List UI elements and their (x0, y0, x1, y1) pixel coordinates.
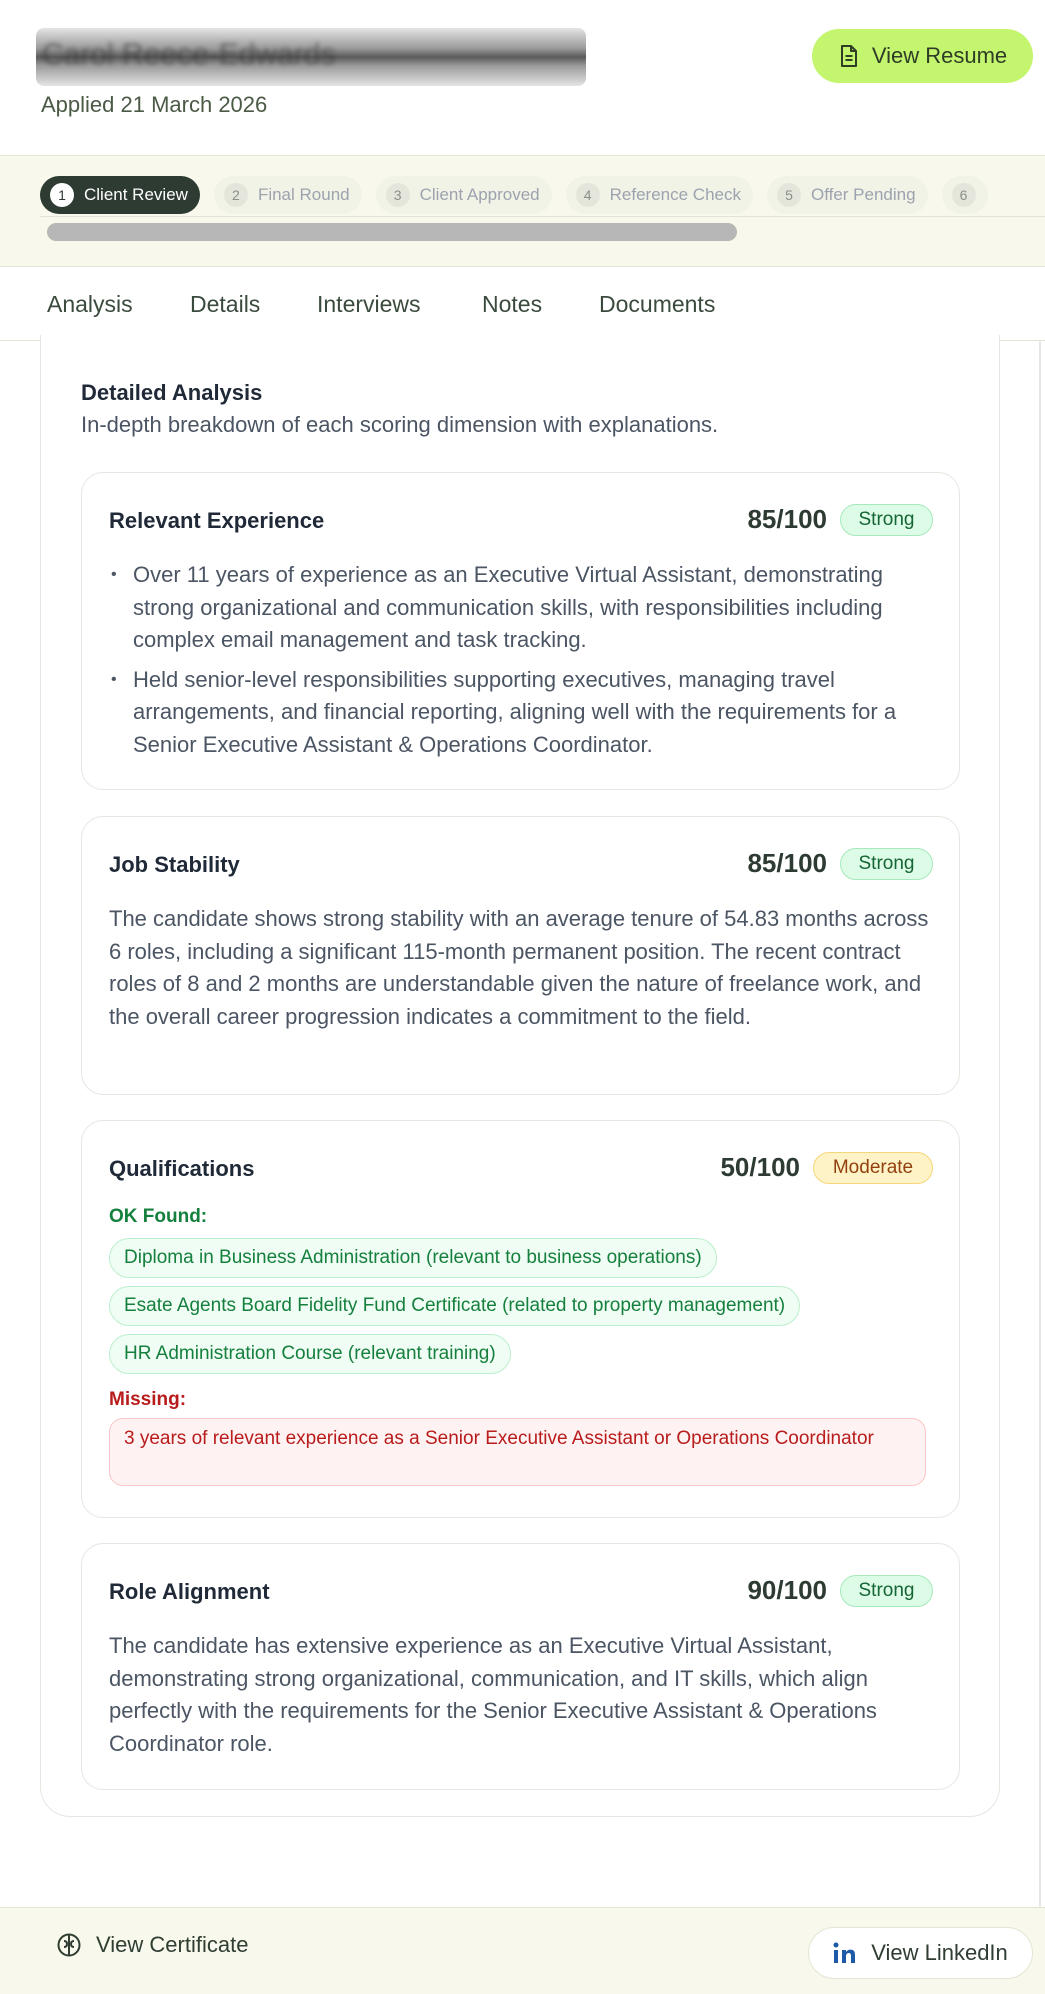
stage-number: 5 (777, 183, 801, 207)
found-label: OK Found: (109, 1206, 208, 1227)
list-item: • Over 11 years of experience as an Executive Virtual Assistant, demonstrating strong organizational and communication skills, with responsibilities including complex email management and task tracking. (109, 559, 929, 657)
horizontal-scrollbar-thumb[interactable] (47, 223, 737, 241)
list-item: • Held senior-level responsibilities supporting executives, managing travel arrangements, and financial reporting, aligning well with the requirements for a Senior Executive Assistant & Operations Coordinator. (109, 664, 929, 762)
stage-client-review[interactable] (40, 176, 200, 214)
card-job-stability (81, 816, 960, 1095)
card-qualifications (81, 1120, 960, 1518)
brain-icon (56, 1932, 82, 1958)
applied-date: Applied 21 March 2026 (41, 92, 268, 117)
stage-label: Client Approved (419, 185, 540, 204)
tab-analysis[interactable]: Analysis (47, 291, 133, 317)
status-badge: Moderate (813, 1152, 933, 1184)
stage-label: Reference Check (609, 185, 741, 204)
card-title: Role Alignment (109, 1579, 270, 1604)
footer-bar (0, 1907, 1045, 1994)
view-certificate-button[interactable] (56, 1932, 248, 1958)
document-icon (838, 44, 860, 68)
view-linkedin-label: View LinkedIn (871, 1940, 1008, 1965)
stage-6[interactable] (942, 176, 988, 214)
stability-text: The candidate shows strong stability with an average tenure of 54.83 months across 6 roles, including a significant 115-month permanent position. The recent contract roles of 8 and 2 months are understandable given the nature of freelance work, and the overall career progression indicates a commitment to the field. (109, 906, 929, 1029)
stage-client-approved[interactable] (376, 176, 552, 214)
tab-documents[interactable]: Documents (599, 291, 716, 317)
stage-number: 4 (576, 183, 600, 207)
stage-label: Final Round (257, 185, 350, 204)
stage-number: 3 (386, 183, 410, 207)
tab-notes[interactable]: Notes (482, 291, 543, 317)
status-badge: Strong (840, 504, 933, 536)
status-badge: Strong (840, 848, 933, 880)
candidate-name-redacted (36, 28, 586, 86)
view-resume-label: View Resume (871, 43, 1008, 68)
card-relevant-experience (81, 472, 960, 790)
tab-details[interactable]: Details (190, 291, 261, 317)
score-value: 85/100 (747, 504, 827, 534)
stage-number: 1 (50, 183, 74, 207)
score-value: 90/100 (747, 1575, 827, 1605)
stage-divider (40, 216, 1045, 217)
status-badge: Strong (840, 1575, 933, 1607)
analysis-title: Detailed Analysis (81, 380, 263, 405)
view-resume-button[interactable] (812, 29, 1033, 83)
alignment-text: The candidate has extensive experience as an Executive Virtual Assistant, demonstrating strong organizational, communication, and IT skills, which align perfectly with the requirements for the Senior Executive Assistant & Operations Coordinator role. (109, 1633, 877, 1756)
missing-label: Missing: (109, 1389, 187, 1410)
score-value: 50/100 (720, 1152, 800, 1182)
view-certificate-label: View Certificate (96, 1932, 249, 1957)
card-title: Relevant Experience (109, 508, 325, 533)
candidate-name: Carol Reece-Edwards (42, 38, 336, 71)
found-qualification-chip: Esate Agents Board Fidelity Fund Certificate (related to property management) (109, 1286, 800, 1326)
found-qualification-chip: HR Administration Course (relevant training) (109, 1334, 511, 1374)
view-linkedin-button[interactable] (808, 1927, 1033, 1979)
stage-number: 2 (224, 183, 248, 207)
found-qualification-chip: Diploma in Business Administration (relevant to business operations) (109, 1238, 717, 1278)
stage-number: 6 (952, 183, 976, 207)
vertical-scrollbar-track[interactable] (1039, 341, 1041, 1907)
stage-label: Offer Pending (810, 185, 916, 204)
stage-reference-check[interactable] (566, 176, 753, 214)
card-role-alignment (81, 1543, 960, 1790)
missing-qualification: 3 years of relevant experience as a Senior Executive Assistant or Operations Coordinator (109, 1418, 926, 1486)
card-title: Qualifications (109, 1156, 255, 1181)
tab-interviews[interactable]: Interviews (317, 291, 421, 317)
analysis-subtitle: In-depth breakdown of each scoring dimension with explanations. (81, 412, 719, 437)
stage-offer-pending[interactable] (767, 176, 928, 214)
card-title: Job Stability (109, 852, 240, 877)
stage-pipeline (0, 155, 1045, 267)
linkedin-icon (833, 1941, 859, 1965)
score-value: 85/100 (747, 848, 827, 878)
tab-bar (0, 267, 1045, 341)
stage-final-round[interactable] (214, 176, 362, 214)
candidate-header (0, 0, 1045, 155)
stage-label: Client Review (84, 185, 188, 204)
experience-bullets (109, 559, 929, 768)
